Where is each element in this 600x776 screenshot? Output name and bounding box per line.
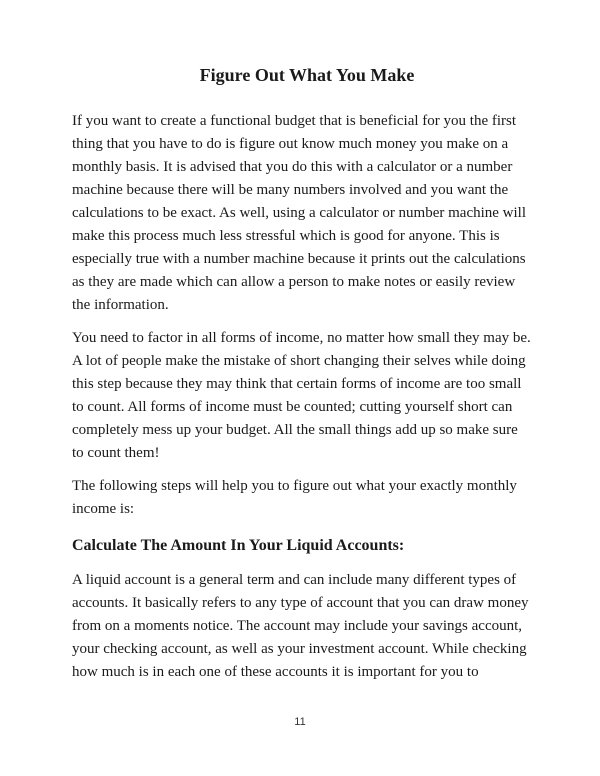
paragraph-1-line: monthly basis. It is advised that you do this with a calculator or a number [72, 159, 513, 175]
paragraph-1 [72, 110, 542, 317]
paragraph-3-line: The following steps will help you to figure out what your exactly monthly [72, 478, 517, 494]
paragraph-3-line: income is: [72, 501, 135, 517]
paragraph-3 [72, 475, 542, 521]
paragraph-4-line: accounts. It basically refers to any type of account that you can draw money [72, 595, 529, 611]
paragraph-4-line: from on a moments notice. The account may include your savings account, [72, 618, 523, 634]
paragraph-2-line: to count them! [72, 445, 160, 461]
paragraph-4-line: A liquid account is a general term and can include many different types of [72, 572, 517, 588]
paragraph-1-line: make this process much less stressful which is good for anyone. This is [72, 228, 500, 244]
paragraph-1-line: especially true with a number machine because it prints out the calculations [72, 251, 526, 267]
paragraph-2-line: completely mess up your budget. All the small things add up so make sure [72, 422, 518, 438]
paragraph-1-line: the information. [72, 297, 169, 313]
paragraph-2-line: to count. All forms of income must be counted; cutting yourself short can [72, 399, 513, 415]
page-title: Figure Out What You Make [199, 65, 415, 85]
paragraph-1-line: as they are made which can allow a person to make notes or easily review [72, 274, 516, 290]
paragraph-2-line: You need to factor in all forms of income, no matter how small they may be. [72, 330, 531, 346]
paragraph-2-line: A lot of people make the mistake of short changing their selves while doing [72, 353, 526, 369]
section-heading: Calculate The Amount In Your Liquid Accounts: [72, 537, 405, 554]
paragraph-1-line: thing that you have to do is figure out know much money you make on a [72, 136, 509, 152]
page-number: 11 [294, 716, 306, 728]
paragraph-4-line: how much is in each one of these accounts it is important for you to [72, 664, 479, 680]
paragraph-2-line: this step because they may think that certain forms of income are too small [72, 376, 522, 392]
paragraph-4-line: your checking account, as well as your investment account. While checking [72, 641, 527, 657]
paragraph-4 [72, 569, 542, 684]
paragraph-1-line: If you want to create a functional budget that is beneficial for you the first [72, 113, 517, 129]
page-content [72, 62, 542, 694]
paragraph-1-line: calculations to be exact. As well, using a calculator or number machine will [72, 205, 527, 221]
paragraph-1-line: machine because there will be many numbers involved and you want the [72, 182, 509, 198]
paragraph-2 [72, 327, 542, 465]
